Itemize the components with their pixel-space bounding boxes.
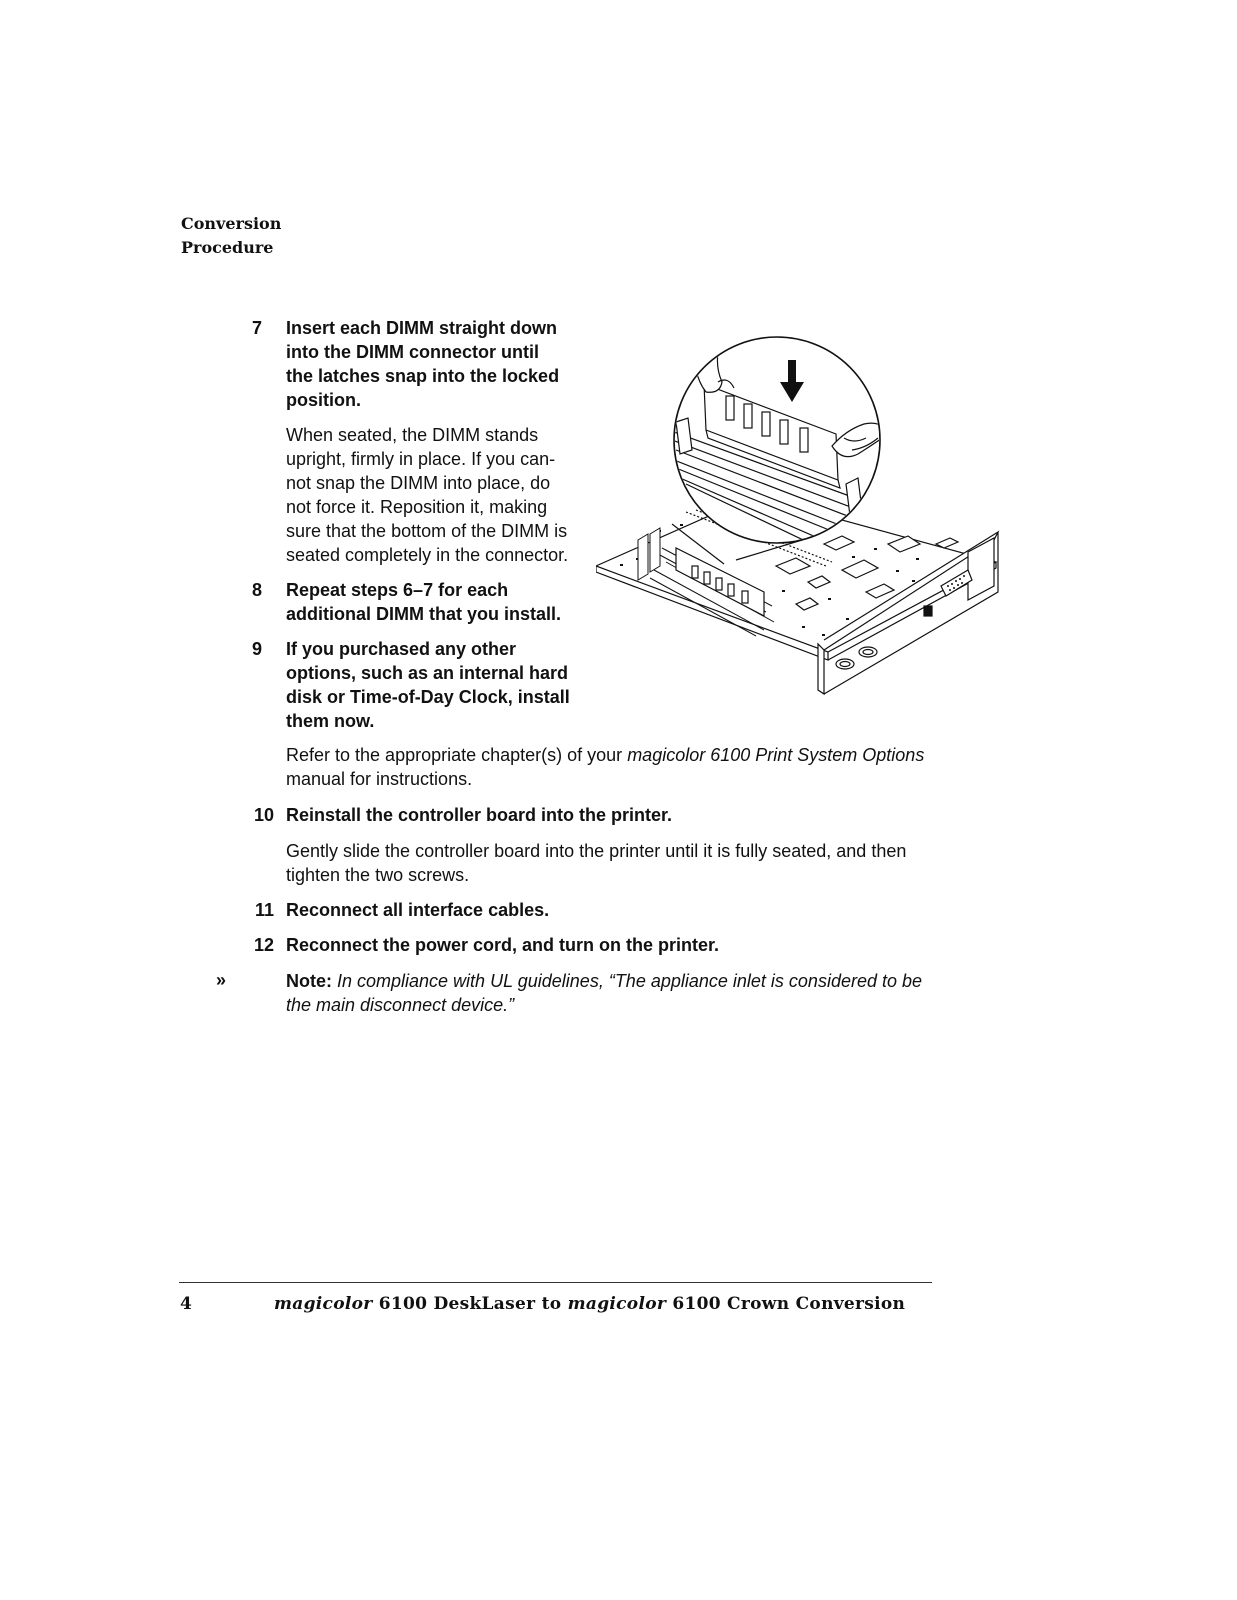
step-number: 12 [253, 935, 274, 955]
step-8 [250, 578, 610, 628]
step-10-body [286, 839, 1006, 887]
body-line: not snap the DIMM into place, do [286, 473, 551, 493]
step-title-line: If you purchased any other [286, 639, 517, 659]
step-title-line: position. [286, 390, 361, 410]
step-12 [250, 933, 990, 957]
body-line: upright, firmly in place. If you can- [286, 449, 556, 469]
step-title-line: Repeat steps 6–7 for each [286, 580, 509, 600]
step-title-line: disk or Time-of-Day Clock, install [286, 687, 570, 707]
brand-name: magicolor [274, 1294, 373, 1314]
step-number: 10 [253, 805, 274, 825]
footer-divider [179, 1282, 932, 1283]
footer-title [274, 1294, 905, 1314]
manual-title: magicolor 6100 Print System Options [627, 745, 925, 765]
body-line: seated completely in the connector. [286, 545, 569, 565]
step-title: Reinstall the controller board into the printer. [286, 805, 673, 825]
controller-board-dimm-illustration [596, 334, 1008, 704]
step-10 [250, 803, 990, 827]
step-9 [250, 637, 610, 737]
note-label: Note: [286, 971, 332, 991]
body-line: Gently slide the controller board into the printer until it is fully seated, and then [286, 841, 907, 861]
step-number: 9 [251, 639, 262, 659]
step-title-line: options, such as an internal hard [286, 663, 569, 683]
section-heading [181, 212, 281, 260]
step-title [286, 637, 570, 733]
body-line: When seated, the DIMM stands [286, 425, 539, 445]
step-title-line: additional DIMM that you install. [286, 604, 562, 624]
step-title-line: them now. [286, 711, 375, 731]
body-text: Refer to the appropriate chapter(s) of your [286, 745, 628, 765]
step-title-line: Insert each DIMM straight down [286, 318, 558, 338]
note-line: the main disconnect device.” [286, 995, 515, 1015]
step-number: 11 [254, 900, 274, 920]
body-line: sure that the bottom of the DIMM is [286, 521, 568, 541]
step-number: 7 [251, 318, 262, 338]
step-title: Reconnect the power cord, and turn on the printer. [286, 935, 720, 955]
footer-text: 6100 Crown Conversion [666, 1294, 906, 1314]
step-number: 8 [251, 580, 262, 600]
page-number: 4 [180, 1294, 192, 1314]
step-title-line: into the DIMM connector until [286, 342, 539, 362]
note-line [286, 969, 1006, 993]
note-marker: » [216, 970, 227, 990]
brand-name: magicolor [567, 1294, 667, 1314]
body-line: tighten the two screws. [286, 865, 470, 885]
section-heading-line2: Procedure [181, 238, 274, 257]
note [286, 969, 1006, 1017]
body-line: manual for instructions. [286, 769, 473, 789]
body-line: not force it. Reposition it, making [286, 497, 548, 517]
note-text: In compliance with UL guidelines, “The appliance inlet is considered to be [332, 971, 923, 991]
step-title [286, 316, 559, 412]
step-title [286, 578, 561, 626]
step-7-body [286, 423, 606, 567]
step-7 [250, 316, 610, 416]
step-11 [250, 898, 990, 922]
step-title: Reconnect all interface cables. [286, 900, 550, 920]
step-title-line: the latches snap into the locked [286, 366, 560, 386]
step-9-body [286, 743, 1006, 791]
footer-text: 6100 DeskLaser to [372, 1294, 568, 1314]
section-heading-line1: Conversion [181, 214, 282, 233]
body-line [286, 743, 1006, 767]
